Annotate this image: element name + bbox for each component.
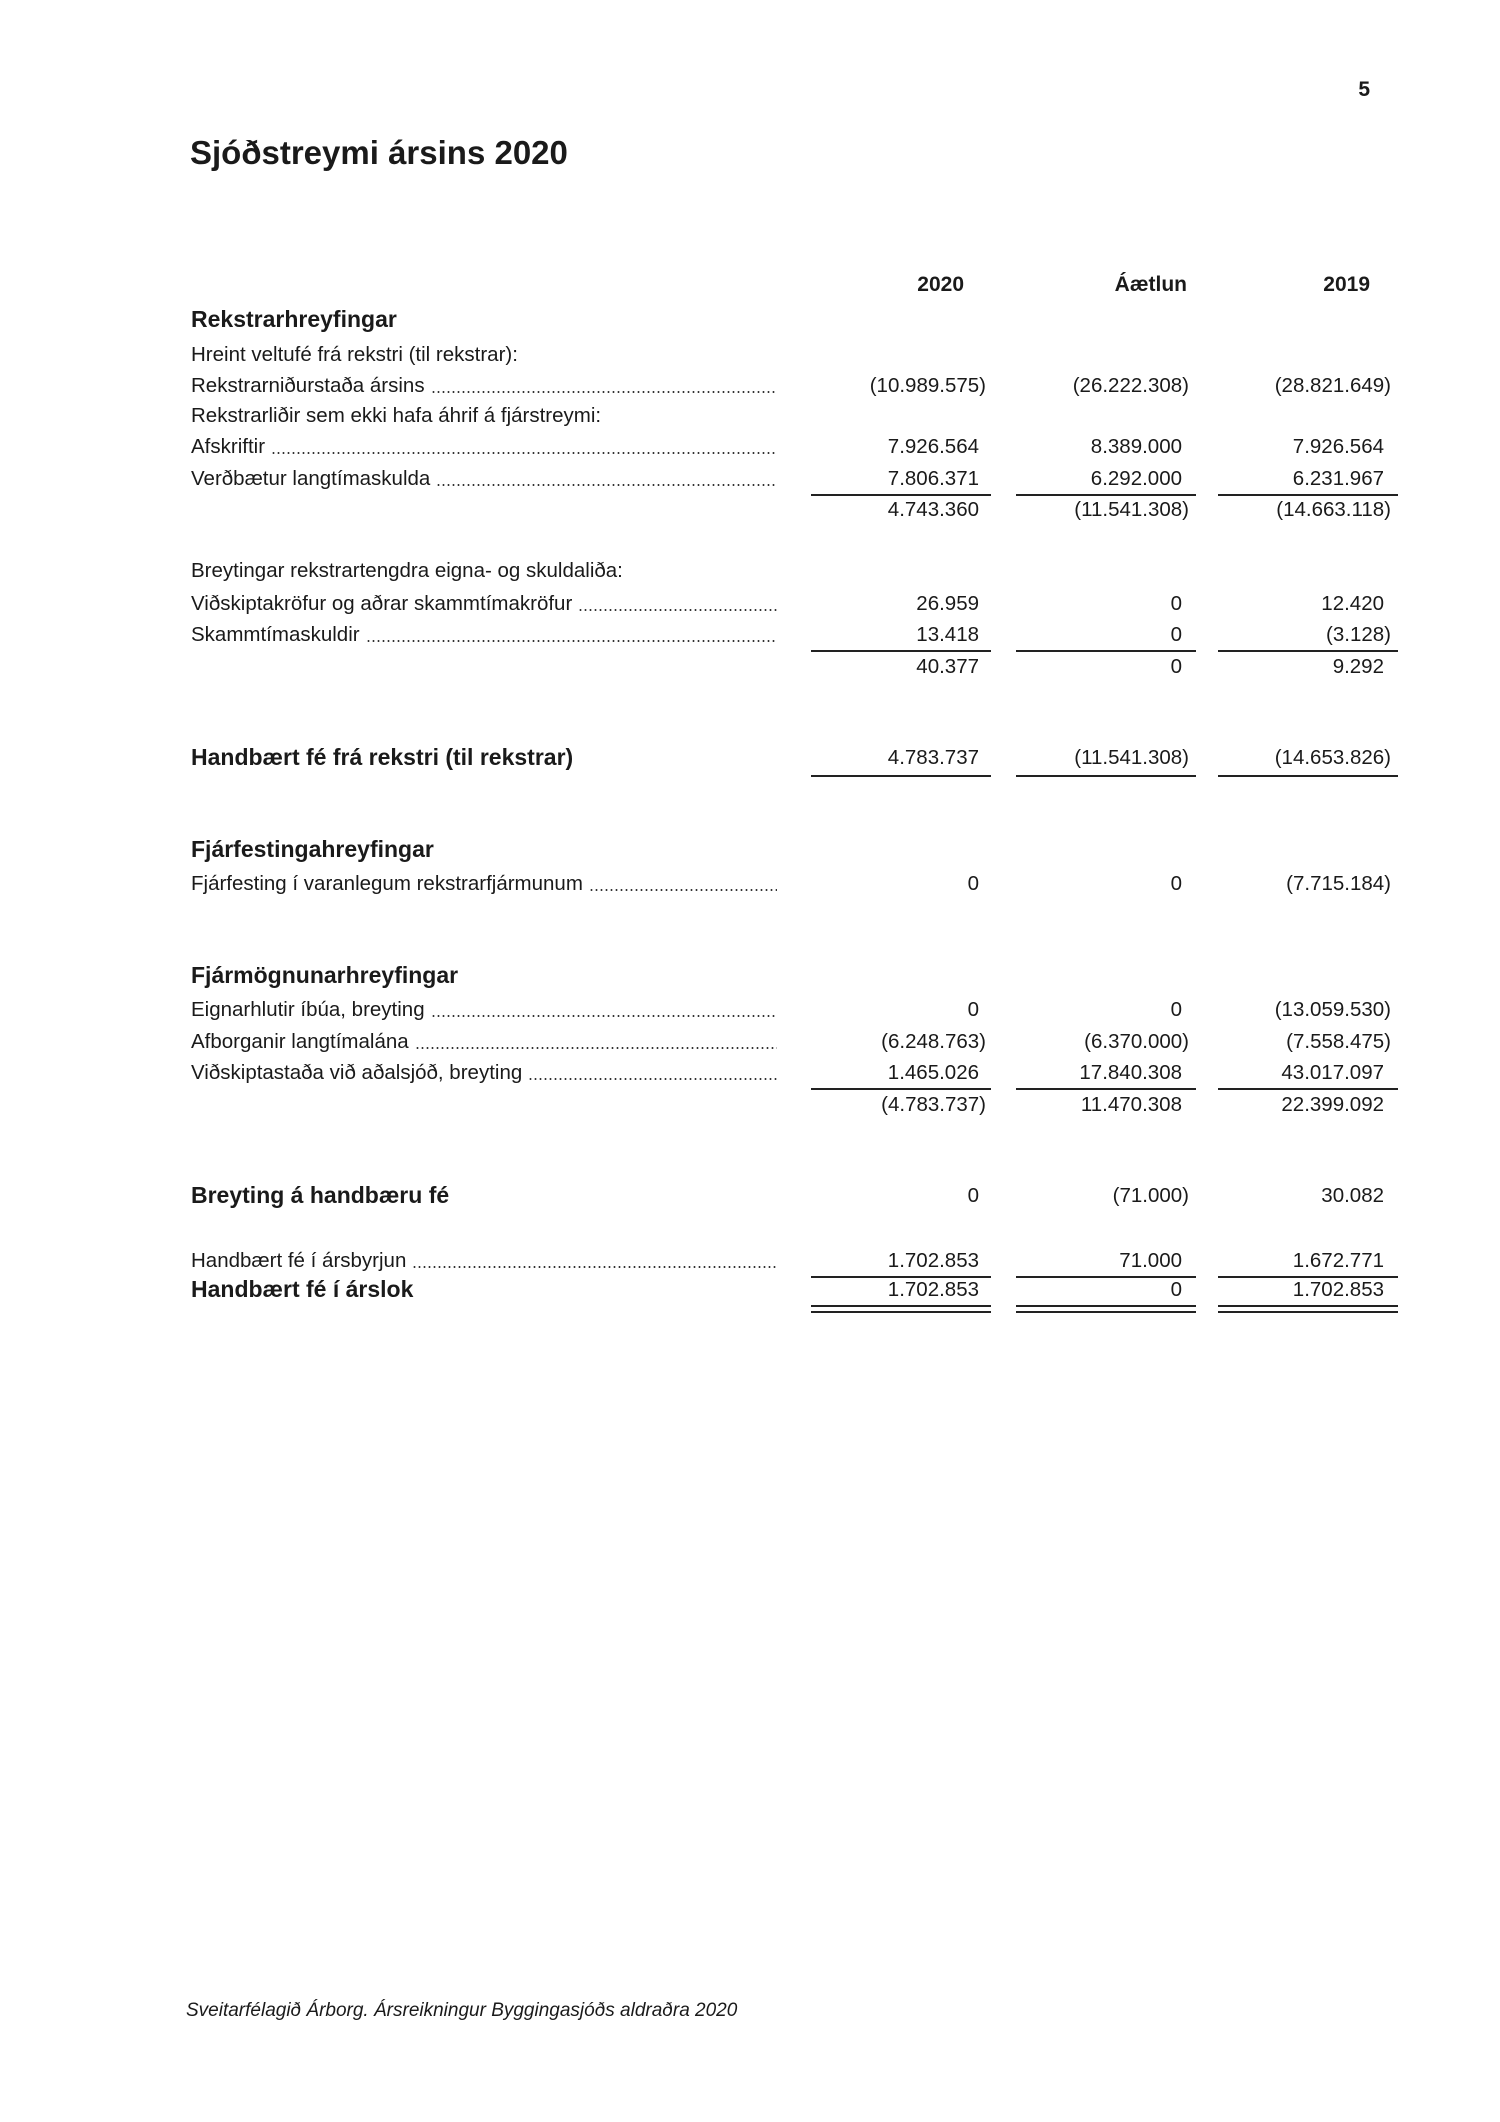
column-header-2020: 2020 [917, 273, 964, 296]
value-cell: 43.017.097 [1281, 1061, 1384, 1084]
row-label [191, 434, 777, 460]
page-number: 5 [1358, 78, 1370, 101]
row-label-text: Breyting á handbæru fé [191, 1182, 450, 1208]
row-label [191, 744, 573, 770]
row-label [191, 558, 623, 584]
row-label [191, 373, 777, 399]
value-cell: 4.783.737 [887, 746, 979, 769]
value-cell: (6.370.000) [1084, 1030, 1189, 1053]
section-heading [191, 962, 458, 988]
value-cell: 4.743.360 [887, 498, 979, 521]
dot-leader [528, 1077, 777, 1081]
value-cell: 17.840.308 [1079, 1061, 1182, 1084]
double-underline-rule [1016, 1311, 1196, 1313]
row-label-text: Fjárfesting í varanlegum rekstrarfjármunum [191, 872, 583, 895]
row-label-text: Eignarhlutir íbúa, breyting [191, 998, 425, 1021]
row-label [191, 1029, 777, 1055]
row-label [191, 997, 777, 1023]
dot-leader [431, 390, 777, 394]
value-cell: 1.465.026 [887, 1061, 979, 1084]
underline-rule [811, 1305, 991, 1307]
value-cell: (11.541.308) [1074, 746, 1189, 769]
underline-rule [1218, 1305, 1398, 1307]
value-cell: 12.420 [1321, 592, 1384, 615]
row-label-text: Viðskiptakröfur og aðrar skammtímakröfur [191, 592, 573, 615]
value-cell: (6.248.763) [881, 1030, 986, 1053]
row-label [191, 1182, 449, 1208]
value-cell: 0 [967, 1184, 979, 1207]
row-label [191, 1248, 777, 1274]
value-cell: (7.715.184) [1286, 872, 1391, 895]
dot-leader [436, 483, 777, 487]
dot-leader [415, 1046, 777, 1050]
row-label-text: Fjárfestingahreyfingar [191, 836, 434, 862]
row-label-text: Verðbætur langtímaskulda [191, 467, 431, 490]
value-cell: 8.389.000 [1090, 435, 1182, 458]
row-label [191, 1276, 413, 1302]
row-label-text: Afborganir langtímalána [191, 1030, 409, 1053]
underline-rule [1016, 650, 1196, 652]
column-header-2019: 2019 [1323, 273, 1370, 296]
row-label [191, 466, 777, 492]
value-cell: (26.222.308) [1072, 374, 1189, 397]
value-cell: 0 [1170, 655, 1182, 678]
value-cell: 40.377 [916, 655, 979, 678]
underline-rule [1218, 650, 1398, 652]
value-cell: 7.806.371 [887, 467, 979, 490]
value-cell: 7.926.564 [1292, 435, 1384, 458]
value-cell: (14.653.826) [1274, 746, 1391, 769]
value-cell: 11.470.308 [1080, 1093, 1182, 1116]
double-underline-rule [1218, 1311, 1398, 1313]
underline-rule [1218, 1276, 1398, 1278]
value-cell: (11.541.308) [1074, 498, 1189, 521]
value-cell: (7.558.475) [1286, 1030, 1391, 1053]
double-underline-rule [811, 1311, 991, 1313]
value-cell: 9.292 [1332, 655, 1384, 678]
dot-leader [271, 451, 777, 455]
underline-rule [811, 775, 991, 777]
row-label-text: Rekstrarliðir sem ekki hafa áhrif á fjárstreymi: [191, 404, 602, 427]
dot-leader [412, 1265, 777, 1269]
row-label-text: Handbært fé í ársbyrjun [191, 1249, 407, 1272]
value-cell: 1.702.853 [887, 1249, 979, 1272]
value-cell: 1.702.853 [887, 1278, 979, 1301]
row-label-text: Skammtímaskuldir [191, 623, 360, 646]
underline-rule [811, 1276, 991, 1278]
value-cell: (4.783.737) [881, 1093, 986, 1116]
page-title: Sjóðstreymi ársins 2020 [190, 134, 568, 171]
value-cell: (13.059.530) [1274, 998, 1391, 1021]
value-cell: 30.082 [1321, 1184, 1384, 1207]
underline-rule [1016, 1305, 1196, 1307]
row-label-text: Rekstrarhreyfingar [191, 306, 397, 332]
underline-rule [1016, 1276, 1196, 1278]
value-cell: (3.128) [1326, 623, 1391, 646]
row-label [191, 1060, 777, 1086]
value-cell: (28.821.649) [1274, 374, 1391, 397]
row-label-text: Handbært fé í árslok [191, 1276, 414, 1302]
underline-rule [811, 1088, 991, 1090]
value-cell: 0 [1170, 623, 1182, 646]
value-cell: 1.672.771 [1292, 1249, 1384, 1272]
underline-rule [1016, 494, 1196, 496]
row-label-text: Afskriftir [191, 435, 266, 458]
underline-rule [1016, 775, 1196, 777]
row-label [191, 622, 777, 648]
dot-leader [431, 1014, 777, 1018]
page-footer: Sveitarfélagið Árborg. Ársreikningur Byggingasjóðs aldraðra 2020 [186, 2000, 738, 2021]
value-cell: (71.000) [1112, 1184, 1189, 1207]
row-label-text: Hreint veltufé frá rekstri (til rekstrar): [191, 343, 518, 366]
row-label-text: Breytingar rekstrartengdra eigna- og skuldaliða: [191, 559, 623, 582]
underline-rule [811, 650, 991, 652]
row-label [191, 871, 777, 897]
value-cell: 0 [1170, 1278, 1182, 1301]
value-cell: 0 [1170, 592, 1182, 615]
row-label [191, 403, 601, 429]
value-cell: 0 [1170, 998, 1182, 1021]
section-heading [191, 836, 434, 862]
underline-rule [1218, 494, 1398, 496]
value-cell: (10.989.575) [869, 374, 986, 397]
row-label-text: Viðskiptastaða við aðalsjóð, breyting [191, 1061, 523, 1084]
row-label [191, 591, 777, 617]
underline-rule [1016, 1088, 1196, 1090]
dot-leader [366, 639, 777, 643]
row-label [191, 342, 518, 368]
row-label-text: Rekstrarniðurstaða ársins [191, 374, 425, 397]
underline-rule [1218, 1088, 1398, 1090]
value-cell: (14.663.118) [1276, 498, 1391, 521]
value-cell: 6.292.000 [1090, 467, 1182, 490]
dot-leader [589, 888, 777, 892]
underline-rule [1218, 775, 1398, 777]
column-header-budget: Áætlun [1114, 273, 1187, 296]
section-heading [191, 306, 397, 332]
value-cell: 0 [967, 998, 979, 1021]
value-cell: 0 [1170, 872, 1182, 895]
value-cell: 0 [967, 872, 979, 895]
value-cell: 13.418 [916, 623, 979, 646]
row-label-text: Handbært fé frá rekstri (til rekstrar) [191, 744, 574, 770]
dot-leader [578, 608, 777, 612]
value-cell: 7.926.564 [887, 435, 979, 458]
value-cell: 1.702.853 [1292, 1278, 1384, 1301]
value-cell: 71.000 [1119, 1249, 1182, 1272]
value-cell: 26.959 [916, 592, 979, 615]
value-cell: 6.231.967 [1292, 467, 1384, 490]
value-cell: 22.399.092 [1281, 1093, 1384, 1116]
underline-rule [811, 494, 991, 496]
row-label-text: Fjármögnunarhreyfingar [191, 962, 459, 988]
